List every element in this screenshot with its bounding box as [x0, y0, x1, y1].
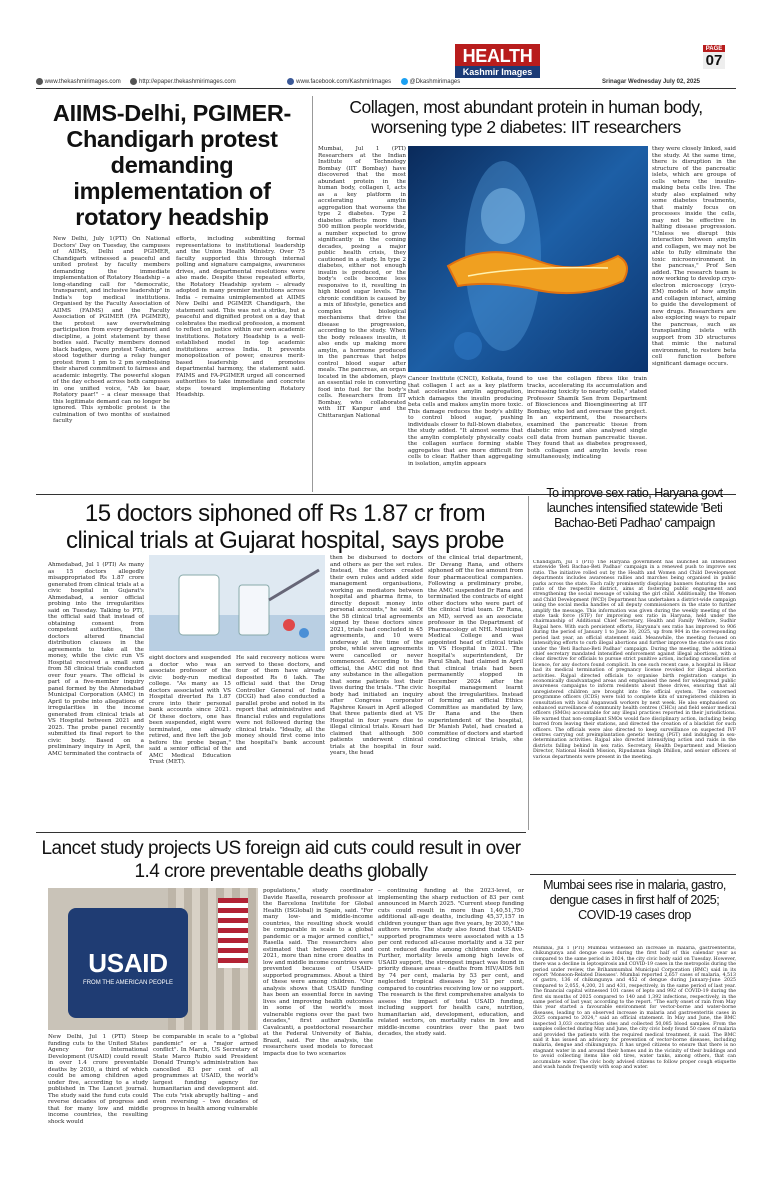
headline-mumbai: Mumbai sees rise in malaria, gastro, dengue cases in first half of 2025; COVID-19 cases drop [543, 878, 726, 922]
epaper-link[interactable]: http://epaper.thekashmirimages.com [139, 79, 236, 85]
col-divider [312, 96, 313, 492]
mumbai-body: Mumbai, Jul 1 (PTI) Mumbai witnessed an increase in malaria, gastroenteritis, chikungunya and dengue cases during the first half of this calendar year as compared to the same period in 2024, the city civic body said on Tuesday. However, there was a decline in leptospirosis and COVID-19 cases in the metropolis during the period under review, the Brihanmumbai Municipal Corporation (BMC) said in its report 'Monsoon-Related Diseases'. Mumbai reported 2,657 cases of malaria, 4,513 of gastro, 136 of chikungunya and 452 of dengue during January-June 2025 compared to 2,055, 4,200, 21 and 431, respectively, in the same period of last year. The financial capital witnessed 101 cases of lepto and 992 of COVID-19 during the first six months of 2025 compared to 140 and 1,392 infections, respectively, in the same period of last year, according to the report. "The early onset of rain from May this year started a favourable environment for vector-borne and water-borne diseases, leading to an observed increase in malaria and gastroenteritis cases in 2025 compared to 2024," said an official statement. In May and June, the BMC inspected 3,033 construction sites and collected 50,085 blood samples. From the samples collected during May and June, the city civic body found 50 cases of malaria and provided the patients with the required medical treatment, it said. The BMC said it has issued an advisory for prevention of vector-borne diseases, including malaria, dengue and chikungunya. It has urged citizens to ensure that there is no stagnant water in and around their homes and in the vicinity of their buildings and to avoid collecting items like old tires, water tanks, among others, that can accumulate water. The civic body advised citizens to follow proper cough etiquette and wash hands frequently with soap and water. [533, 946, 736, 1070]
page-label: PAGE [703, 45, 725, 53]
aiims-col-1: New Delhi, July 1(PTI) On National Doctors' Day on Tuesday, the campuses of AIIMS, Delhi and PGIMER, Chandigarh witnessed a peaceful and united protest by faculty members demanding the immediate implementation of Rotatory Headship – a long-standing call for "democratic, transparent, and inclusive leadership" in India's top medical institutions. Organised by the Faculty Association of AIIMS (FAIMS) and the Faculty Association of PGIMER (FA PGIMER), the protest saw overwhelming participation from every department and discipline, a joint statement by these bodies said. Faculty members donned black badges, wore protest T-shirts, and stood together during a relay hunger protest from 1 pm to 2 pm symbolising their shared commitment to fairness and academic integrity. The powerful slogan of the day echoed across both campuses in one unified voice, "Ab ke baar, Rotatory paar!" – a clear message that this legitimate demand can no longer be ignored. This symbolic protest is the culmination of two months of sustained faculty [53, 236, 170, 424]
issue-date: Srinagar Wednesday July 02, 2025 [602, 79, 700, 85]
us-flag [218, 898, 248, 968]
twitter-icon [401, 78, 408, 85]
lancet-col-3: populations," study coordinator Davide Rasella, research professor at the Barcelona Institute for Global Health (ISGlobal) in Spain, said. "For many low- and middle-income countries, the resulting shock would be comparable in scale to a global pandemic or a major armed conflict," Rasella said. The researchers also estimated that between 2001 and 2021, more than nine crore deaths in low and middle income countries were prevented because of USAID-supported programmes. About a third of these were among children. "Our analysis shows that USAID funding has been an essential force in saving lives and improving health outcomes in some of the world's most vulnerable regions over the past two decades," first author Daniella Cavalcanti, a postdoctoral researcher at the Federal University of Bahia, Brazil, said. For the analysis, the researchers used models to forecast impacts due to two scenarios [263, 888, 373, 1057]
pancreas-illustration [408, 146, 648, 372]
usaid-sign-subtext: FROM THE AMERICAN PEOPLE [83, 980, 173, 986]
lancet-col-1: New Delhi, Jul 1 (PTI) Steep funding cuts to the United States Agency for International Development (USAID) could result in over 1.4 crore preventable deaths by 2030, a third of which could be among children aged under five, according to a study published in The Lancet journal. The study said the fund cuts could reverse decades of progress and that for many low and middle income countries, the resulting shock would [48, 1034, 148, 1125]
epaper-icon [130, 78, 137, 85]
section-title: HEALTH [462, 46, 533, 66]
headline-collagen: Collagen, most abundant protein in human body, worsening type 2 diabetes: IIT researchers [349, 97, 703, 137]
facebook-link[interactable]: www.facebook.com/KashmirImages [296, 79, 392, 85]
syringe-illustration [149, 555, 325, 651]
link-bar [36, 76, 736, 88]
masthead [0, 0, 770, 85]
globe-icon [36, 78, 43, 85]
headline-lancet: Lancet study projects US foreign aid cuts could result in over 1.4 crore preventable deaths globally [41, 838, 521, 882]
pancreas-image [408, 146, 648, 372]
collagen-col-3: to use the collagen fibres like train tracks, accelerating its accumulation and increasing toxicity to nearby cells," stated Professor Shamik Sen from Department of Biosciences and Bioengineering at IIT Bombay, who led and oversaw the project. In an experiment, the researchers examined the pancreatic tissue from diabetic mice and also analysed single cell data from human pancreatic tissue. They found that as diabetes progressed, both collagen and amylin levels rose simultaneously, indicating [527, 376, 647, 460]
twitter-link[interactable]: @Dkashmirimages [409, 79, 461, 85]
masthead-rule [36, 88, 736, 89]
usaid-image [48, 888, 258, 1030]
col-divider-2 [528, 496, 529, 830]
gujarat-col-4: then be disbursed to doctors and others as per the set rules. Instead, the doctors created their own rules and added side management organisations, working as mediators between hospital and pharma firms, to directly deposit money into personal accounts," he said. Of the 58 clinical trial agreements signed by these doctors since 2021, trials had concluded in 45 agreements, and 10 were underway at the time of the probe, while seven agreements were cancelled or never commenced. According to the official, the AMC did not find any substance in the allegation that some patients lost their lives during the trials. "The civic body had initiated an inquiry after Congress corporator Rajshree Kesari in April alleged that three patients died at VS Hospital in four years due to illegal clinical trials. Kesari had claimed that although 500 patients underwent clinical trials at the hospital in four years, the head [330, 555, 423, 756]
lancet-col-4: – continuing funding at the 2023-level, or implementing the sharp reduction of 83 per cent announced in March 2025. "Current steep funding cuts could result in more than 1,40,51,750 additional all-age deaths, including 45,37,157 in children younger than age five years, by 2030," the authors wrote. The study also found that USAID-supported programmes were associated with a 15 per cent reduced all-cause mortality and a 32 per cent reduced deaths among children under five. Further, mortality levels among high levels of USAID support, the strongest impact was found in priority disease areas – deaths from HIV/AIDS fell by 74 per cent, malaria by 53 per cent, and neglected tropical diseases by 51 per cent, compared to countries receiving low or no support. The research is the first comprehensive analysis to assess the impact of total USAID funding, including support for health care, nutrition, humanitarian aid, development, education, and related sectors, on mortality rates in low and middle-income countries over the past two decades, the study said. [378, 888, 524, 1037]
usaid-sign-text: USAID [88, 948, 168, 978]
haryana-body: Chandigarh, Jul 1 (PTI) The Haryana government has launched an intensified statewide 'Beti Bachao-Beti Padhao' campaign in a renewed push to improve sex ratio. The initiative rolled out by the Health and Women and Child Development departments includes awareness rallies and marches being organised in public parks across the state. Each rally prominently displaying banners featuring the sex ratio of the respective district, aims at fostering public engagement and strengthening the social message of valuing the girl child. Additionally, the Women and Child Development (WCD) Department has undertaken a district-wide campaign using the social media handles of all deputy commissioners in the state to further amplify the message. This information was given during the weekly meeting of the state task force (STF) for improving sex ratio in Haryana, held under the chairmanship of Additional Chief Secretary, Health and Family Welfare, Sudhir Rajpal here. With such persistent efforts, Haryana's sex ratio has improved to 906 during the period of January 1 to June 30, 2025, up from 904 in the corresponding period last year, an official statement said. Meanwhile, the meeting focused on intensifying efforts to curb illegal abortions and further improve the state's sex ratio under the 'Beti Bachao-Beti Padhao' campaign. During the meeting, the additional chief secretary mandated intensified enforcement against illegal abortions, with a clear directive for officials to pursue strict punitive action, including cancellation of licence, for any doctors found complicit. In one such recent case, a hospital in Hisar had its medical termination of pregnancy license revoked for illegal abortion activities. Rajpal directed officials to organise birth registration camps in economically disadvantaged areas and emphasised the need for widespread public awareness campaigns to inform residents about these drives, ensuring that all unregistered children are brought into the official system. The concerned programme officers (ICDS) were told to complete kits of unregistered children in consultation with local Anganwadi workers by next week. He also emphasised on enhanced surveillance of community health centres (CHCs) and field senior medical officers (SMOs) accountable for any illegal practices reported in their jurisdictions. He warned that non-compliant SMOs would face disciplinary action, including being barred from leaving their stations, and directed the creation of a blacklist for such officers. The officials were also directed to keep surveillance on suspected IVF centres carrying out preimplantation genetic testing (PGT) and indulging in sex-determination activities. Rajpal also directed intensifying action and raids in the districts falling behind in sex ratio. Secretary, Health Department and Mission Director, National Health Mission, Ripudaman Singh Dhillon, and senior officers of various departments were present in the meeting. [533, 560, 736, 760]
page-number: 07 [703, 52, 725, 69]
section-rule-3 [530, 874, 736, 875]
gujarat-col-1: Ahmedabad, Jul 1 (PTI) As many as 15 doctors allegedly misappropriated Rs 1.87 crore generated from clinical trials at a civic hospital in Gujarat's Ahmedabad, a senior official probing into the irregularities said on Tuesday. Talking to PTI, the official said that instead of obtaining consent from competent authorities, the doctors altered financial distribution clauses in the agreements to take all the money, while the civic run VS Hospital received a small sum from 58 clinical trials conducted over four years. The official is part of a five-member inquiry panel formed by the Ahmedabad Municipal Corporation (AMC) in April to probe into allegations of irregularities in the income generated from clinical trials at VS Hospital between 2021 and 2025. The probe panel recently submitted its final report to the civic body. Based on a preliminary inquiry in April, the AMC terminated the contracts of [48, 562, 144, 757]
collagen-col-2: Cancer Institute (CNCI), Kolkata, found that collagen I act as a key platform that accelerates amylin aggregation, which damages the insulin producing beta cells and makes amylin more toxic. This damage reduces the body's ability to control blood sugar, pushing individuals closer to full-blown diabetes, the study added. "It almost seems that the amylin completely physically coats the collagen surface forming stable aggregates that are more difficult for cells to clear. Rather than aggregating in isolation, amylin appears [408, 376, 523, 467]
gujarat-col-2: eight doctors and suspended a doctor who was an associate professor of the civic body-run medical college. "As many as 15 doctors associated with VS Hospital diverted Rs 1.87 crore into their personal bank accounts since 2021. Of these doctors, one has been suspended, eight were terminated, one already retired, and five left the job before the probe began," said a senior official of the AMC Medical Education Trust (MET). [149, 655, 231, 765]
website-link[interactable]: www.thekashmirimages.com [44, 79, 121, 85]
clinical-trial-image [149, 555, 325, 651]
collagen-col-1: Mumbai, Jul 1 (PTI) Researchers at the Indian Institute of Technology Bombay (IIT Bombay) have discovered that the most abundant protein in the human body, collagen I, acts as a key platform in accelerating amylin aggregation that worsens the type 2 diabetes. Type 2 diabetes affects more than 500 million people worldwide, a number expected to grow significantly in the coming decades, posing a major public health crisis, they cautioned in a study. In type 2 diabetes, either not enough insulin is produced, or the body's cells become less responsive to it, resulting in high blood sugar levels. The chronic condition is caused by a mix of lifestyle, genetics and complex biological mechanisms that drive the disease progression, according to the study. When the body releases insulin, it also ends up making more amylin, a hormone produced in the pancreas that helps control blood sugar after meals. The pancreas, an organ located in the abdomen, plays an essential role in converting food into fuel for the body's cells. Researchers from IIT Bombay, who collaborated with IIT Kanpur and the Chittaranjan National [318, 146, 406, 419]
collagen-col-4: they were closely linked, said the study. At the same time, there is disruption in the structure of the pancreatic islets, which are groups of cells where the insulin-making beta cells live. The study also explained why some diabetes treatments, that mainly focus on processes inside the cells, may not be effective in halting disease progression. "Unless we disrupt this interaction between amylin and collagen, we may not be able to fully eliminate the toxic microenvironment in the pancreas," Prof Sen added. The research team is now working to develop cryo-electron microscopy (cryo-EM) models of how amylin and collagen interact, aiming to guide the development of new drugs. Researchers are also exploring ways to repair the pancreas, such as transplanting islets with support from 3D structures that mimic the natural environment, to restore beta cell function before significant damage occurs. [652, 146, 736, 367]
headline-aiims: AIIMS-Delhi, PGIMER-Chandigarh protest demanding implementation of rotatory headship [52, 100, 292, 230]
headline-gujarat: 15 doctors siphoned off Rs 1.87 cr from clinical trials at Gujarat hospital, says probe [65, 500, 505, 554]
lancet-col-2: be comparable in scale to a "global pandemic" or a "major armed conflict". In March, US Secretary of State Marco Rubio said President Donald Trump's administration has cancelled 83 per cent of all programmes at USAID, the world's largest funding agency for humanitarian and development aid. The cuts "risk abruptly halting – and even reversing – two decades of progress in health among vulnerable [153, 1034, 258, 1112]
brand-strip: Kashmir Images [455, 66, 540, 78]
facebook-icon [287, 78, 294, 85]
gujarat-col-5: of the clinical trial department, Dr Devang Rana, and others siphoned off the fee amount from four pharmaceutical companies. Following a preliminary probe, the AMC suspended Dr Rana and terminated the contracts of eight other doctors who were part of the clinical trial team. Dr Rana, an MD, served as an associate professor in the Department of Pharmacology at NHL Municipal Medical College and was appointed head of clinical trials in VS Hospital in 2021. The hospital's superintendent, Dr Parul Shah, had claimed in April that clinical trials had been permanently stopped in December 2024 after the hospital management learnt about the irregularities. Instead of forming an official Ethics Committee as mandated by law, Dr Rana and the then superintendent of the hospital, Dr Manish Patel, had created a committee of doctors and started conducting clinical trials, she said. [428, 555, 523, 750]
gujarat-col-3: He said recovery notices were served to these doctors, and four of them have already deposited Rs 6 lakh. The official said that the Drug Controller General of India (DCGI) had also conducted a parallel probe and noted in its report that administrative and financial rules and regulations were not followed during the clinical trials. "Ideally, all the money should first come into the hospital's bank account and [236, 655, 325, 752]
aiims-col-2: efforts, including submitting formal representations to institutional leadership and the Union Health Ministry. Over 75 faculty supported this through internal polling and signature campaigns, awareness drives, and departmental resolutions were also made. Despite these repeated efforts, the Rotatory Headship system – already adopted in many premier institutions across India – remains unimplemented at AIIMS New Delhi and PGIMER Chandigarh, the statement said. This was not a strike, but a peaceful and dignified protest on a day that celebrates the medical profession, a moment to reflect on justice within our own academic institutions. Rotatory Headship is a well-established model in top academic institutions across India. It prevents monopolization of power, ensures merit-based leadership and promotes departmental harmony, the statement said. FAIMS and FA-PGIMER urged all concerned authorities to take immediate and concrete steps toward implementing Rotatory Headship. [176, 236, 305, 398]
section-rule-2 [36, 832, 526, 833]
headline-haryana: To improve sex ratio, Haryana govt launches intensified statewide 'Beti Bachao-Beti Padhao' campaign [546, 486, 723, 530]
